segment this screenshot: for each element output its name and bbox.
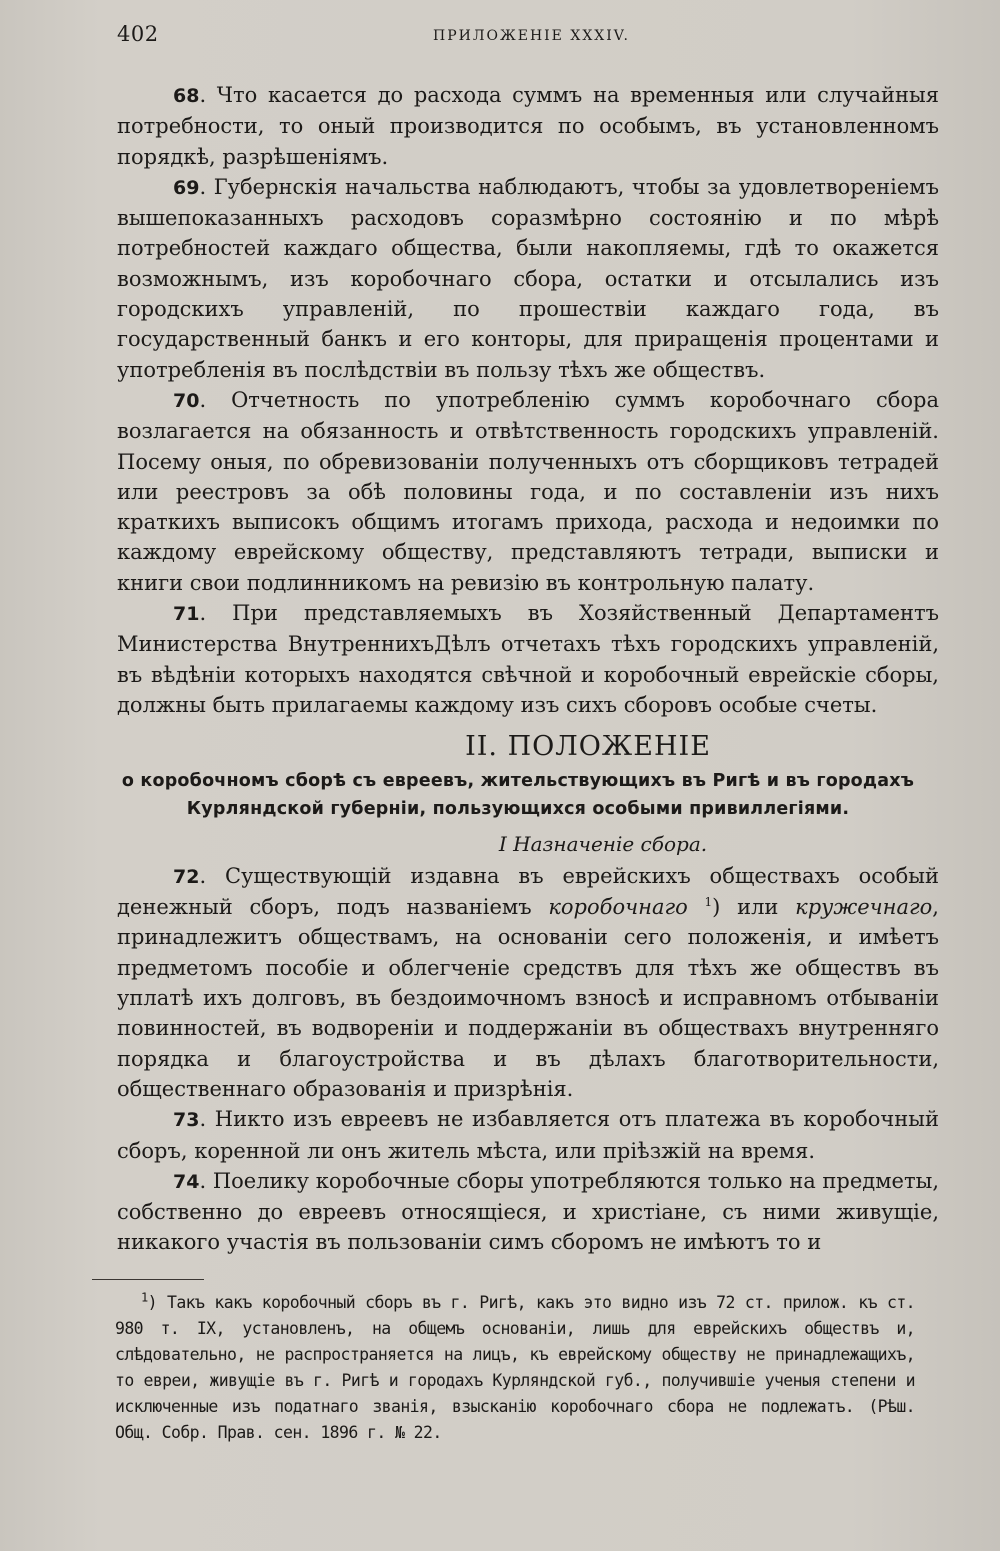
paragraph-70	[117, 385, 939, 598]
paragraph-number: 70	[173, 389, 200, 412]
paragraph-number: 71	[173, 603, 200, 626]
paragraph-73	[117, 1104, 939, 1166]
paragraph-number: 69	[173, 176, 200, 199]
paragraph-number: 68	[173, 85, 200, 107]
paragraph-71	[117, 598, 939, 720]
paragraph-74	[117, 1166, 939, 1258]
footnote	[115, 1290, 915, 1446]
paragraph-text: . Существующій издавна въ еврейскихъ обществахъ особый денежный сборъ, подъ названіемъ	[117, 863, 939, 920]
footnote-marker: 1	[704, 895, 713, 910]
paragraph-text: . Что касается до расхода суммъ на временныя или случайныя потребности, то оный производится по особымъ, въ установленномъ порядкѣ, разрѣшеніямъ.	[117, 83, 939, 169]
paragraph-69	[117, 172, 939, 385]
footnote-marker: 1	[141, 1290, 148, 1305]
paragraph-number: 74	[173, 1170, 200, 1193]
paragraph-text: . При представляемыхъ въ Хозяйственный Департаментъ Министерства ВнутреннихъДѣлъ отчетахъ тѣхъ городскихъ управленій, въ вѣдѣніи которыхъ находятся свѣчной и коробочный еврейскіе сборы, должны быть прилагаемы каждому изъ сихъ сборовъ особые счеты.	[117, 601, 939, 717]
section-title: II. ПОЛОЖЕНІЕ	[465, 731, 711, 763]
running-title: ПРИЛОЖЕНІЕ XXXIV.	[433, 28, 630, 44]
italic-term: кружечнаго	[795, 895, 933, 920]
page-number: 402	[117, 22, 159, 46]
paragraph-number: 73	[173, 1109, 200, 1132]
paragraph-text: ) или	[712, 895, 796, 920]
paragraph-68	[117, 80, 939, 172]
paragraph-number: 72	[173, 865, 200, 888]
italic-term: коробочнаго	[548, 895, 688, 920]
footnote-text: ) Такъ какъ коробочный сборъ въ г. Ригѣ, какъ это видно изъ 72 ст. прилож. къ ст. 980 т. IX, установленъ, на общемъ основаніи, лишь для еврейскихъ обществъ и, слѣдовательно, не распространяется на лицъ, къ еврейскому обществу не принадлежащихъ, то евреи, живущіе въ г. Ригѣ и городахъ Курляндской губ., получившіе ученыя степени и исключенные изъ податнаго званія, взысканію коробочнаго сбора не подлежатъ. (Рѣш. Общ. Собр. Прав. сен. 1896 г. № 22.	[115, 1293, 915, 1442]
paragraph-text: . Поелику коробочные сборы употребляются только на предметы, собственно до евреевъ относящіеся, и христіане, съ ними живущіе, никакого участія въ пользованіи симъ сборомъ не имѣютъ то и	[117, 1168, 939, 1255]
body-text	[117, 80, 939, 1258]
section-subtitle: о коробочномъ сборѣ съ евреевъ, жительствующихъ въ Ригѣ и въ городахъ Курляндской губерніи, пользующихся особыми привиллегіями.	[121, 770, 915, 819]
paragraph-text: , принадлежитъ обществамъ, на основаніи сего положенія, и имѣетъ предметомъ пособіе и облегченіе средствъ для тѣхъ же обществъ въ уплатѣ ихъ долговъ, въ бездоимочномъ взносѣ и исправномъ отбываніи повинностей, въ водвореніи и поддержаніи въ обществахъ внутренняго порядка и благоустройства и въ дѣлахъ благотворительности, общественнаго образованія и призрѣнія.	[117, 895, 939, 1101]
paragraph-72	[117, 861, 939, 1104]
page-header	[117, 22, 817, 50]
paragraph-text: . Никто изъ евреевъ не избавляется отъ платежа въ коробочный сборъ, коренной ли онъ житель мѣста, или пріѣзжій на время.	[117, 1107, 939, 1163]
paragraph-text: . Губернскія начальства наблюдаютъ, чтобы за удовлетвореніемъ вышепоказанныхъ расходовъ соразмѣрно состоянію и по мѣрѣ потребностей каждаго общества, были накопляемы, гдѣ то окажется возможнымъ, изъ коробочнаго сбора, остатки и отсылались изъ городскихъ управленій, по прошествіи каждаго года, въ государственный банкъ и его конторы, для приращенія процентами и употребленія въ послѣдствіи въ пользу тѣхъ же обществъ.	[117, 174, 939, 382]
footnote-divider	[92, 1279, 204, 1280]
paragraph-text: . Отчетность по употребленію суммъ коробочнаго сбора возлагается на обязанность и отвѣтственность городскихъ управленій. Посему оныя, по обревизованіи полученныхъ отъ сборщиковъ тетрадей или реестровъ за обѣ половины года, и по составленіи изъ нихъ краткихъ выписокъ общимъ итогамъ прихода, расхода и недоимки по каждому еврейскому обществу, представляютъ тетради, выписки и книги свои подлинникомъ на ревизію въ контрольную палату.	[117, 387, 939, 595]
chapter-title: I Назначеніе сбора.	[498, 831, 708, 856]
